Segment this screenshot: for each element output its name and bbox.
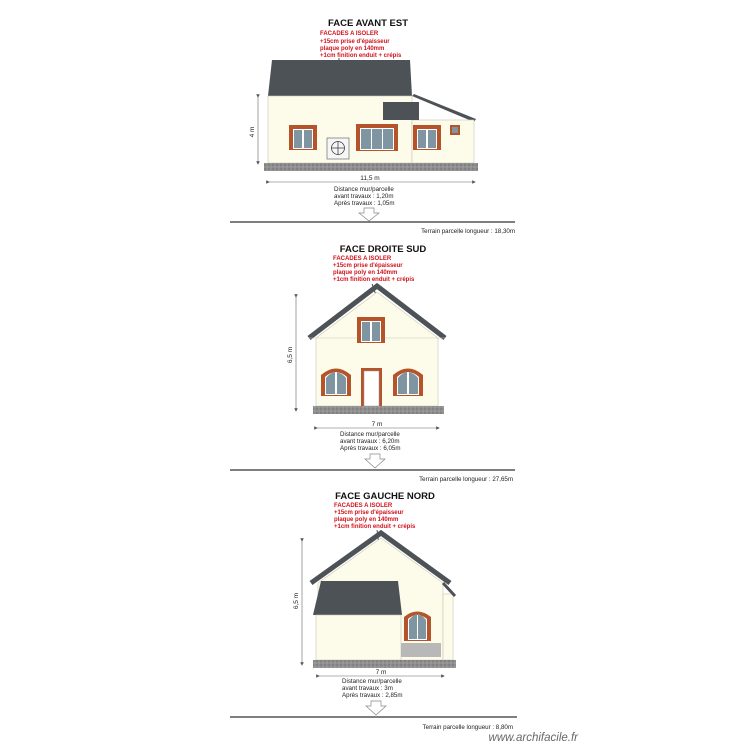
lean-to-roof — [412, 94, 476, 122]
arched-window — [393, 369, 423, 397]
terrain-length: Terrain parcelle longueur : 8,80m — [422, 724, 513, 731]
width-label: 7 m — [371, 421, 383, 428]
svg-text:+15cm prise d'épaisseur: +15cm prise d'épaisseur — [333, 263, 403, 269]
down-arrow-icon — [359, 208, 379, 221]
ground-strip — [313, 406, 444, 414]
window — [450, 125, 460, 135]
svg-text:Distance mur/parcelle: Distance mur/parcelle — [342, 678, 402, 685]
ground-strip — [313, 660, 456, 668]
side-wing-wall — [443, 594, 453, 660]
svg-text:plaque poly en 140mm: plaque poly en 140mm — [333, 270, 398, 276]
distance-info — [340, 431, 401, 452]
window — [413, 125, 441, 150]
terrain-length: Terrain parcelle longueur : 27,65m — [419, 476, 513, 483]
svg-text:+15cm prise d'épaisseur: +15cm prise d'épaisseur — [320, 39, 390, 45]
arched-window — [321, 369, 351, 397]
svg-text:avant travaux : 1,20m: avant travaux : 1,20m — [334, 193, 394, 200]
distance-info — [342, 678, 403, 699]
terrain-length: Terrain parcelle longueur : 18,30m — [421, 228, 515, 235]
svg-text:+1cm finition enduit + crépis: +1cm finition enduit + crépis — [334, 524, 416, 530]
down-arrow-icon — [366, 701, 386, 715]
svg-text:avant travaux : 3m: avant travaux : 3m — [342, 685, 393, 692]
svg-text:Distance mur/parcelle: Distance mur/parcelle — [334, 186, 394, 193]
garage-roof — [313, 581, 402, 615]
svg-text:Distance mur/parcelle: Distance mur/parcelle — [340, 431, 400, 438]
low-wall-panel — [401, 643, 441, 657]
elevation-title: FACE AVANT EST — [327, 18, 409, 29]
svg-text:Après travaux : 2,85m: Après travaux : 2,85m — [342, 692, 403, 699]
elevation-nord — [230, 491, 517, 731]
svg-text:plaque poly en 140mm: plaque poly en 140mm — [334, 517, 399, 523]
main-roof — [268, 60, 412, 96]
svg-text:Après travaux : 1,05m: Après travaux : 1,05m — [334, 200, 395, 207]
elevation-title: FACE DROITE SUD — [339, 244, 427, 255]
height-label: 4 m — [249, 126, 256, 138]
insulation-note — [320, 31, 402, 59]
width-label: 11,5 m — [360, 175, 380, 182]
svg-text:plaque poly en 140mm: plaque poly en 140mm — [320, 46, 385, 52]
elevation-title: FACE GAUCHE NORD — [335, 491, 435, 502]
svg-text:+1cm finition enduit + crépis: +1cm finition enduit + crépis — [333, 277, 415, 283]
down-arrow-icon — [365, 454, 385, 468]
insulation-note — [333, 256, 415, 283]
height-label: 6,5 m — [287, 346, 294, 364]
svg-text:Après travaux : 6,05m: Après travaux : 6,05m — [340, 445, 401, 452]
svg-text:FACADES A ISOLER: FACADES A ISOLER — [320, 31, 379, 37]
arched-window — [404, 612, 431, 642]
svg-text:FACADES A ISOLER: FACADES A ISOLER — [334, 503, 393, 509]
window — [356, 124, 398, 151]
window — [357, 317, 385, 343]
elevation-sud — [230, 244, 515, 483]
width-label: 7 m — [375, 669, 387, 676]
door-symbol — [327, 138, 349, 159]
distance-info — [334, 186, 395, 207]
elevation-est — [230, 18, 515, 235]
garage-wall — [316, 615, 401, 660]
window — [289, 125, 317, 150]
svg-text:+1cm finition enduit + crépis: +1cm finition enduit + crépis — [320, 53, 402, 59]
height-label: 6,5 m — [293, 592, 300, 610]
insulation-note — [334, 503, 416, 530]
svg-text:avant travaux : 6,20m: avant travaux : 6,20m — [340, 438, 400, 445]
porch-canopy — [383, 102, 419, 120]
svg-text:+15cm prise d'épaisseur: +15cm prise d'épaisseur — [334, 510, 404, 516]
entry-door — [361, 368, 382, 406]
ground-strip — [264, 163, 478, 171]
watermark: www.archifacile.fr — [488, 732, 578, 744]
svg-text:FACADES A ISOLER: FACADES A ISOLER — [333, 256, 392, 262]
